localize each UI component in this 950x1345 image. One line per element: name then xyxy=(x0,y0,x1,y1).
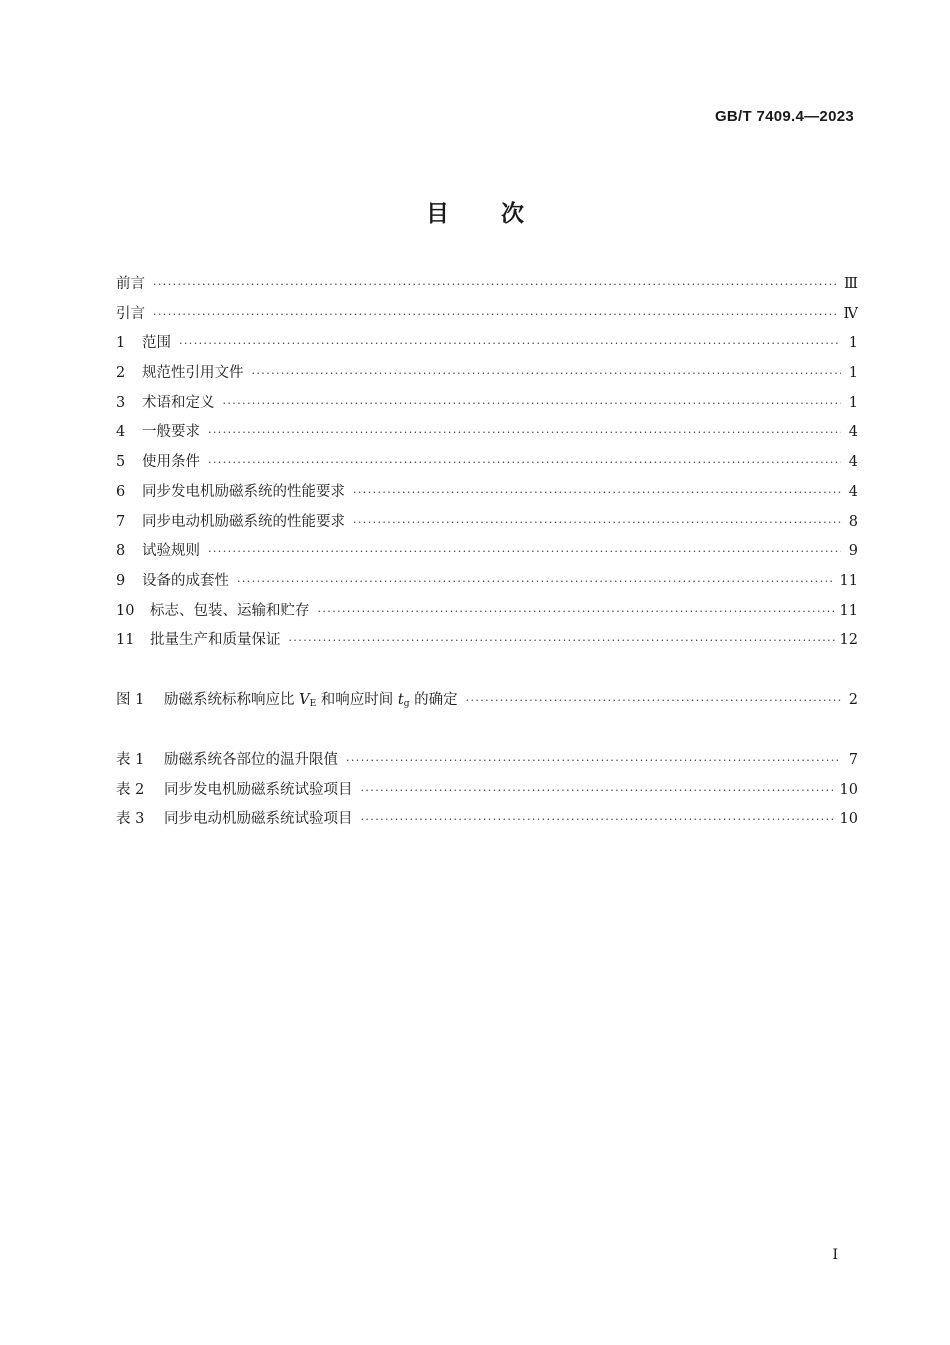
toc-entry-3[interactable] xyxy=(116,391,858,421)
toc-table-page: 10 xyxy=(839,811,858,828)
variable-t: t xyxy=(397,692,404,708)
dot-leader xyxy=(466,695,841,706)
toc-entry-label: 试验规则 xyxy=(142,543,200,560)
dot-leader xyxy=(237,576,835,587)
dot-leader xyxy=(318,606,835,617)
toc-main xyxy=(116,272,858,658)
toc-entry-number: 7 xyxy=(116,513,126,530)
dot-leader xyxy=(223,398,842,409)
toc-entry-page: 1 xyxy=(848,335,858,352)
toc-entry-5[interactable] xyxy=(116,450,858,480)
toc-entry-label: 术语和定义 xyxy=(142,394,215,411)
toc-entry-page: 1 xyxy=(848,365,858,382)
dot-leader xyxy=(361,814,835,825)
toc-entry-1[interactable] xyxy=(116,331,858,361)
toc-entry-label: 前言 xyxy=(116,276,145,292)
dot-leader xyxy=(289,635,835,646)
toc-entry-foreword[interactable] xyxy=(116,272,858,302)
dot-leader xyxy=(208,427,841,438)
toc-table-1[interactable] xyxy=(116,748,858,778)
toc-entry-number: 10 xyxy=(116,602,135,619)
toc-entry-page: 1 xyxy=(848,394,858,411)
toc-figure-number: 图 1 xyxy=(116,692,145,708)
toc-entry-number: 5 xyxy=(116,454,126,471)
toc-entry-label: 使用条件 xyxy=(142,454,200,471)
dot-leader xyxy=(353,517,841,528)
toc-entry-page: 8 xyxy=(848,513,858,530)
toc-entry-number: 11 xyxy=(116,632,135,649)
toc-entry-page: Ⅲ xyxy=(844,276,858,292)
dot-leader xyxy=(252,368,842,379)
toc-entry-label: 设备的成套性 xyxy=(142,572,229,589)
dot-leader xyxy=(353,487,841,498)
toc-entry-2[interactable] xyxy=(116,361,858,391)
toc-table-number: 表 3 xyxy=(116,811,145,828)
toc-entry-label: 一般要求 xyxy=(142,424,200,441)
dot-leader xyxy=(208,546,841,557)
toc-entry-page: 11 xyxy=(839,602,858,619)
toc-entry-label: 批量生产和质量保证 xyxy=(150,632,281,649)
variable-t-subscript: g xyxy=(403,699,410,709)
toc-title: 目次 xyxy=(426,201,576,227)
toc-entry-page: 4 xyxy=(848,454,858,471)
toc-entry-page: 11 xyxy=(839,572,858,589)
toc-entry-number: 1 xyxy=(116,335,126,352)
toc-table-number: 表 1 xyxy=(116,752,145,768)
figure-label-part-a: 励磁系统标称响应比 xyxy=(164,692,295,708)
toc-entry-number: 6 xyxy=(116,483,126,500)
toc-entry-introduction[interactable] xyxy=(116,302,858,332)
page-number: I xyxy=(832,1247,838,1263)
toc-entry-label: 规范性引用文件 xyxy=(142,365,244,382)
dot-leader xyxy=(179,338,841,349)
toc-entry-9[interactable] xyxy=(116,569,858,599)
dot-leader xyxy=(153,309,839,320)
toc-table-label: 励磁系统各部位的温升限值 xyxy=(164,752,338,768)
toc-entry-page: 12 xyxy=(839,632,858,649)
toc-table-label: 同步电动机励磁系统试验项目 xyxy=(164,811,353,828)
toc-entry-page: 9 xyxy=(848,543,858,560)
toc-entry-number: 2 xyxy=(116,365,126,382)
toc-entry-label: 标志、包装、运输和贮存 xyxy=(150,602,310,619)
toc-entry-page: Ⅳ xyxy=(843,305,858,322)
toc-table-2[interactable] xyxy=(116,778,858,808)
toc-entry-number: 3 xyxy=(116,394,126,411)
toc-figures xyxy=(116,688,858,718)
toc-entry-number: 8 xyxy=(116,543,126,560)
toc-figure-page: 2 xyxy=(848,692,858,708)
toc-entry-11[interactable] xyxy=(116,628,858,658)
toc-figure-label xyxy=(164,688,458,709)
figure-label-part-c: 的确定 xyxy=(414,692,458,708)
toc-table-page: 7 xyxy=(848,752,858,768)
dot-leader xyxy=(361,785,835,796)
toc-entry-label: 同步发电机励磁系统的性能要求 xyxy=(142,483,345,500)
toc-entry-4[interactable] xyxy=(116,420,858,450)
toc-entry-label: 引言 xyxy=(116,305,145,322)
toc-entry-6[interactable] xyxy=(116,480,858,510)
dot-leader xyxy=(153,279,839,290)
dot-leader xyxy=(208,457,841,468)
toc-entry-label: 同步电动机励磁系统的性能要求 xyxy=(142,513,345,530)
figure-label-part-b: 和响应时间 xyxy=(320,692,394,708)
variable-v: V xyxy=(299,692,310,708)
toc-entry-number: 4 xyxy=(116,424,126,441)
toc-table-page: 10 xyxy=(839,781,858,798)
toc-tables xyxy=(116,748,858,837)
toc-entry-10[interactable] xyxy=(116,599,858,629)
toc-table-3[interactable] xyxy=(116,807,858,837)
toc-figure-1[interactable] xyxy=(116,688,858,718)
toc-entry-number: 9 xyxy=(116,572,126,589)
toc-entry-7[interactable] xyxy=(116,510,858,540)
variable-v-subscript: E xyxy=(309,699,317,709)
toc-entry-page: 4 xyxy=(848,483,858,500)
toc-table-number: 表 2 xyxy=(116,781,145,798)
toc-entry-page: 4 xyxy=(848,424,858,441)
dot-leader xyxy=(346,755,841,766)
toc-entry-label: 范围 xyxy=(142,335,171,352)
toc-entry-8[interactable] xyxy=(116,539,858,569)
toc-table-label: 同步发电机励磁系统试验项目 xyxy=(164,781,353,798)
standard-code: GB/T 7409.4—2023 xyxy=(714,108,854,125)
